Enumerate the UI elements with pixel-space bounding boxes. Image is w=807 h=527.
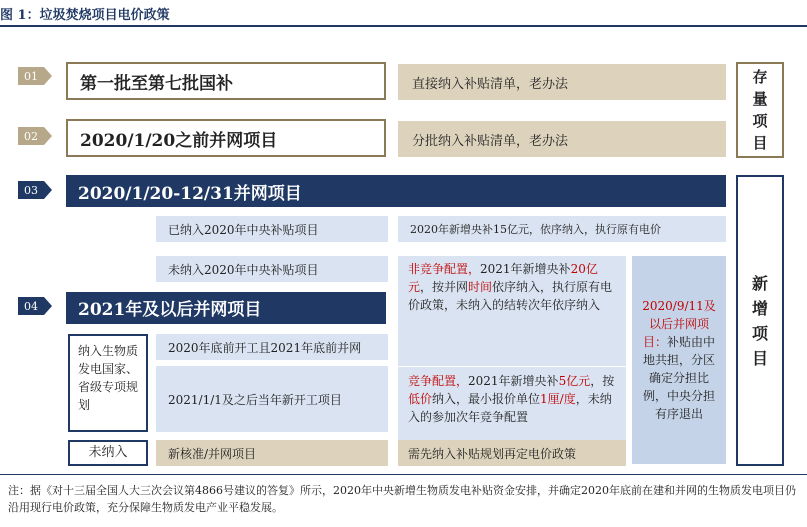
footnote: 注：据《对十三届全国人大三次会议第4866号建议的答复》所示，2020年中央新增生物质发电补贴资金安排，并确定2020年底前在建和并网的生物质发电项目仍沿用现行电价政策，充分保障生物质发电产业平稳发展。	[8, 484, 796, 514]
side-char: 项	[751, 323, 768, 343]
row-policy-01: 直接纳入补贴清单，老办法	[398, 64, 726, 100]
row-number-02: 02	[18, 127, 44, 145]
policy-keyword: 5亿元	[558, 374, 591, 388]
row-number-arrow	[44, 67, 52, 85]
row-project-04: 2021年及以后并网项目	[66, 292, 386, 322]
row-project-03: 2020/1/20-12/31并网项目	[66, 175, 726, 207]
policy-text: 2021年新增央补	[480, 262, 571, 276]
row-project-01: 第一批至第七批国补	[66, 62, 386, 100]
started-before-2020-label: 2020年底前开工且2021年底前并网	[156, 334, 388, 360]
policy-text: ，按	[590, 374, 615, 388]
policy-text: 依序纳入，执行原有电价政策，未纳入的结转次年依序纳入	[408, 280, 613, 312]
policy-divider	[398, 366, 626, 367]
cost-sharing-note-body: 补贴由中地共担，分区确定分担比例，中央分担有序退出	[642, 335, 716, 421]
side-char: 增	[751, 298, 768, 318]
row-project-02: 2020/1/20之前并网项目	[66, 119, 386, 157]
policy-keyword: 竞争配置，	[408, 374, 469, 388]
new-approval-policy: 需先纳入补贴规划再定电价政策	[398, 440, 626, 466]
not-included-box: 未纳入	[68, 440, 148, 466]
row-policy-02: 分批纳入补贴清单，老办法	[398, 121, 726, 157]
policy-keyword: 非竞争配置，	[408, 262, 481, 276]
footnote-divider	[0, 474, 807, 475]
row-number-arrow	[44, 127, 52, 145]
side-char: 目	[751, 348, 768, 368]
new-approval-project: 新核准/并网项目	[156, 440, 388, 466]
policy-keyword: 1厘/度	[540, 392, 576, 406]
included-2020-policy: 2020年新增央补15亿元，依序纳入，执行原有电价	[398, 216, 726, 242]
row-number-arrow	[44, 181, 52, 199]
figure-title: 图 1：垃圾焚烧项目电价政策	[0, 8, 170, 23]
new-projects-label	[736, 175, 784, 466]
title-divider	[0, 25, 807, 27]
policy-keyword: 20亿元	[408, 262, 598, 294]
cost-sharing-note-title: 2020/9/11及以后并网项目：	[642, 299, 716, 349]
row-number-arrow	[44, 297, 52, 315]
side-char: 项	[752, 112, 768, 130]
special-plan-box: 纳入生物质发电国家、省级专项规划	[68, 334, 148, 432]
existing-projects-label	[736, 62, 784, 158]
side-char: 目	[752, 134, 768, 152]
included-2020-label: 已纳入2020年中央补贴项目	[156, 216, 388, 242]
new-start-2021-label: 2021/1/1及之后当年新开工项目	[156, 366, 388, 432]
policy-keyword: 时间	[468, 280, 493, 294]
cost-sharing-note	[632, 256, 726, 464]
not-included-2020-label: 未纳入2020年中央补贴项目	[156, 256, 388, 282]
competitive-policy	[398, 372, 626, 426]
row-number-03: 03	[18, 181, 44, 199]
row-number-01: 01	[18, 67, 44, 85]
side-char: 存	[752, 68, 768, 86]
policy-keyword: 低价	[408, 392, 433, 406]
row-number-04: 04	[18, 297, 44, 315]
side-char: 新	[751, 273, 768, 293]
policy-text: ，未纳入的参加次年竞争配置	[408, 392, 612, 424]
policy-text: 纳入，最小报价单位	[432, 392, 541, 406]
policy-text: 2021年新增央补	[468, 374, 559, 388]
policy-text: ，按并网	[420, 280, 469, 294]
row-04-underline	[66, 322, 386, 324]
side-char: 量	[752, 90, 768, 108]
